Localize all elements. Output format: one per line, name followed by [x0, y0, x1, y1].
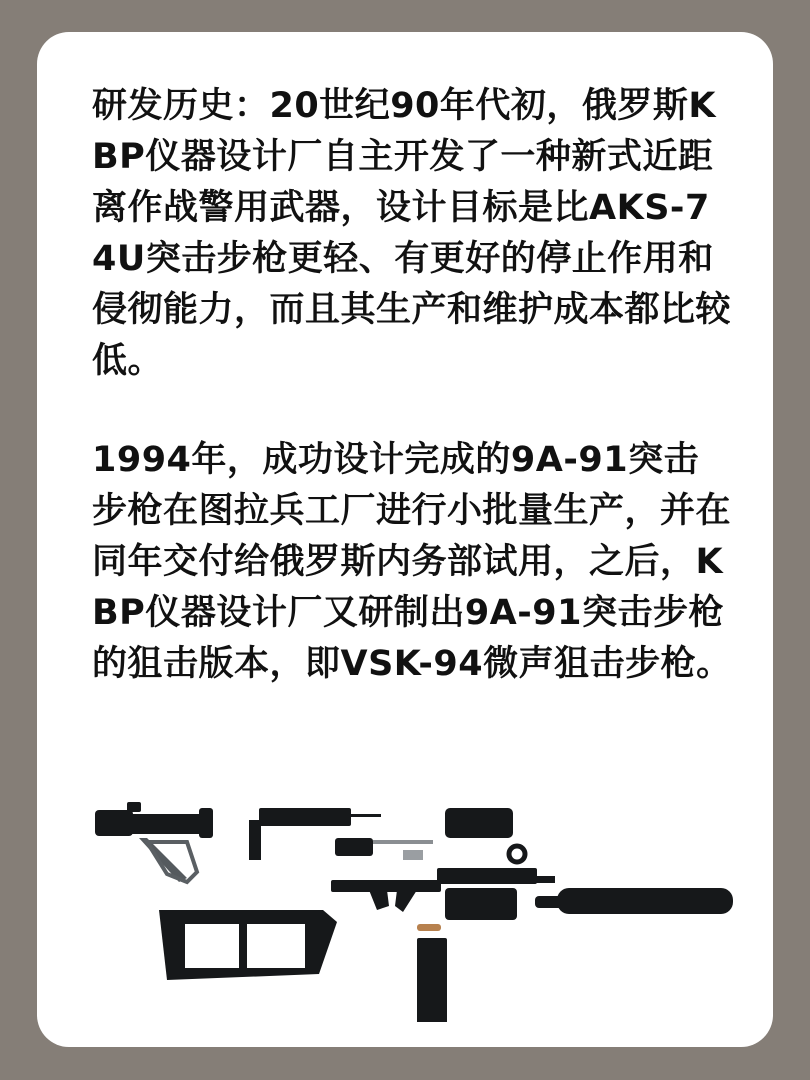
scope-icon [95, 802, 213, 882]
washer-icon [509, 846, 525, 862]
bolt-carrier-icon [335, 838, 433, 860]
rifle-parts-image [87, 782, 747, 1022]
production-paragraph: 1994年，成功设计完成的9A-91突击步枪在图拉兵工厂进行小批量生产，并在同年交付给俄罗斯内务部试用，之后，KBP仪器设计厂又研制出9A-91突击步枪的狙击版本，即VSK-94微声狙击步枪。 [92, 440, 732, 684]
handguard-icon [445, 808, 517, 920]
magazine-icon [417, 938, 447, 1022]
receiver-icon [331, 868, 555, 912]
cartridge-icon [417, 924, 441, 931]
suppressor-icon [535, 888, 733, 914]
stock-icon [159, 910, 337, 980]
content-card [37, 32, 773, 1047]
history-paragraph: 研发历史：20世纪90年代初，俄罗斯KBP仪器设计厂自主开发了一种新式近距离作战警用武器，设计目标是比AKS-74U突击步枪更轻、有更好的停止作用和侵彻能力，而且其生产和维护成本都比较低。 [92, 86, 732, 381]
